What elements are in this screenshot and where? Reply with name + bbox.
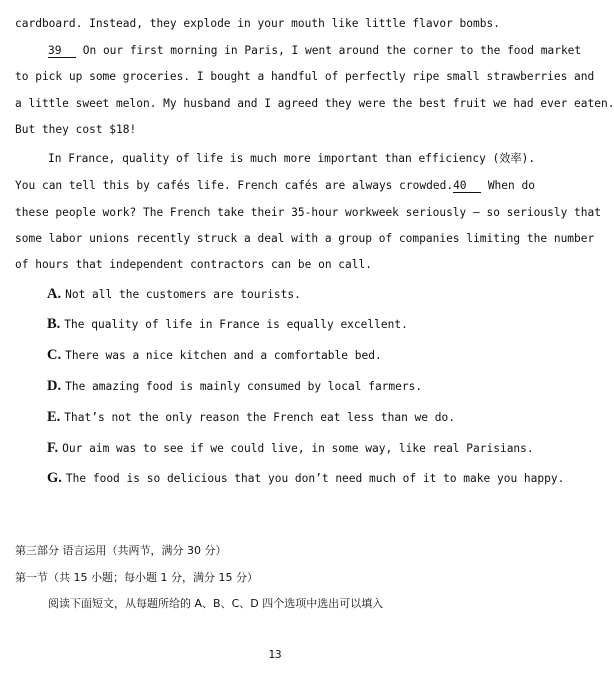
passage-line-5: But they cost $18!	[15, 123, 137, 136]
passage-line-6: In France, quality of life is much more important than efficiency (效率).	[48, 152, 536, 165]
passage-line-7: You can tell this by cafés life. French cafés are always crowded.40 When do	[15, 179, 535, 192]
passage-line-10: of hours that independent contractors can be on call.	[15, 258, 372, 271]
instruction-text: 阅读下面短文，从每题所给的 A、B、C、D 四个选项中选出可以填入	[48, 597, 384, 610]
section-title: 第一节（共 15 小题；每小题 1 分，满分 15 分）	[15, 571, 258, 584]
passage-line-8: these people work? The French take their 35-hour workweek seriously — so seriously that	[15, 206, 601, 219]
blank-39: 39	[48, 45, 76, 58]
option-c: C. There was a nice kitchen and a comfortable bed.	[47, 347, 382, 363]
option-g: G. The food is so delicious that you don’t need much of it to make you happy.	[47, 470, 565, 486]
part-title: 第三部分 语言运用（共两节，满分 30 分）	[15, 544, 227, 557]
option-d: D. The amazing food is mainly consumed by local farmers.	[47, 378, 423, 394]
option-e: E. That’s not the only reason the French eat less than we do.	[47, 409, 455, 425]
blank-40: 40	[453, 180, 481, 193]
passage-line-3: to pick up some groceries. I bought a handful of perfectly ripe small strawberries and	[15, 70, 595, 83]
passage-line-1: cardboard. Instead, they explode in your mouth like little flavor bombs.	[15, 17, 500, 30]
passage-line-2: 39 On our first morning in Paris, I went around the corner to the food market	[48, 44, 582, 57]
option-b: B. The quality of life in France is equally excellent.	[47, 316, 408, 332]
page-number: 13	[268, 648, 282, 661]
option-f: F. Our aim was to see if we could live, in some way, like real Parisians.	[47, 440, 534, 456]
passage-line-4: a little sweet melon. My husband and I agreed they were the best fruit we had ever eaten.	[15, 97, 614, 110]
option-a: A. Not all the customers are tourists.	[47, 286, 301, 302]
passage-line-9: some labor unions recently struck a deal with a group of companies limiting the number	[15, 232, 595, 245]
